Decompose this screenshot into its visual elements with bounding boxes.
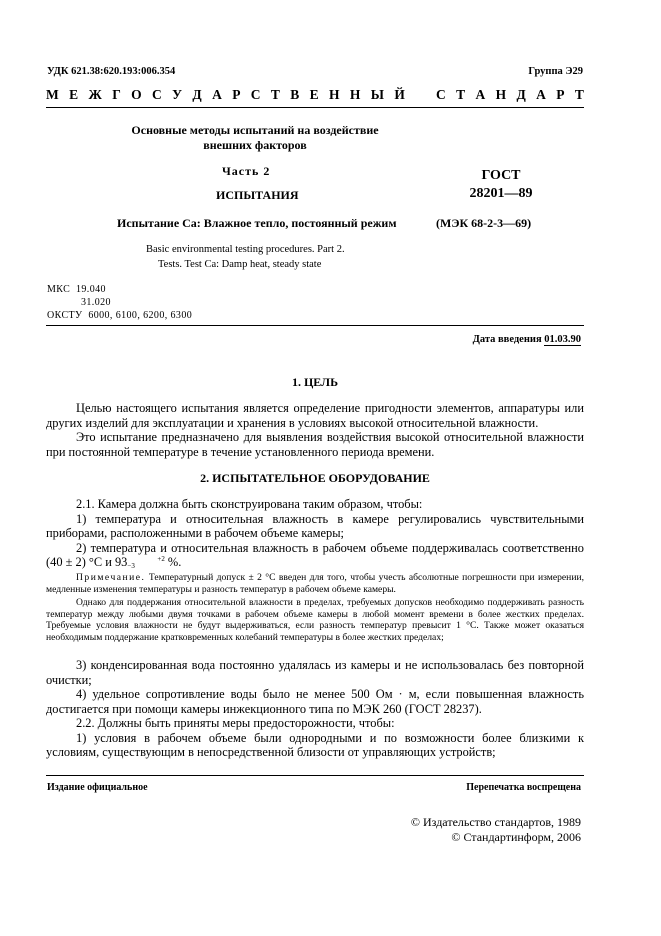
banner-letter: В <box>290 87 300 102</box>
official-edition: Издание официальное <box>47 782 148 793</box>
udk-code: УДК 621.38:620.193:006.354 <box>47 66 176 77</box>
tests-label: ИСПЫТАНИЯ <box>216 188 299 202</box>
banner-letter: Н <box>349 87 361 102</box>
introduction-date-label: Дата введения <box>472 334 542 345</box>
section-2-heading: 2. ИСПЫТАТЕЛЬНОЕ ОБОРУДОВАНИЕ <box>200 471 430 485</box>
note-block <box>46 572 584 644</box>
note-text-1: Температурный допуск ± 2 °С введен для того, чтобы учесть абсолютные погрешности при измерении, медленные изменения температуры и разность температур в рабочем объеме камеры. <box>46 572 584 595</box>
section-1-paragraph-1: Целью настоящего испытания является определение пригодности элементов, аппаратуры или других изделий для эксплуатации и хранения в условиях высокой относительной влажности. <box>46 401 584 430</box>
note-paragraph-2: Однако для поддержания относительной влажности в пределах, требуемых допусков необходимо поддерживать разность температур между любыми двумя точками в рабочем объеме камеры в любой момент времени в более жестких пределах. Требуемые условия влажности не будут выдерживаться, если разность температур превысит 1 °С. Также может оказаться необходимым поддержание кратковременных колебаний температуры в более жестких пределах; <box>46 597 584 643</box>
english-title-line-1: Basic environmental testing procedures. Part 2. <box>146 244 345 255</box>
banner-letter: Р <box>556 87 565 102</box>
mks-code-1: 19.040 <box>76 284 106 295</box>
banner-letter: А <box>212 87 222 102</box>
section-2-body-cont <box>46 658 584 760</box>
standard-banner <box>46 87 584 103</box>
iec-reference: (МЭК 68-2-3—69) <box>436 216 532 230</box>
gost-designation <box>468 167 534 203</box>
banner-letter: Т <box>574 87 584 102</box>
note-label: Примечание. <box>76 572 146 583</box>
section-1-body <box>46 401 584 459</box>
gost-label: ГОСТ <box>481 168 521 183</box>
banner-letter: О <box>131 87 142 102</box>
section-1-heading: 1. ЦЕЛЬ <box>291 375 339 389</box>
title-line-1: Основные методы испытаний на воздействие <box>131 123 379 137</box>
mks-label: МКС <box>47 284 71 295</box>
banner-letter: Д <box>192 87 202 102</box>
reprint-prohibited: Перепечатка воспрещена <box>466 782 581 793</box>
clause-2-1-item-3: 3) конденсированная вода постоянно удалялась из камеры и не использовалась без повторной очистки; <box>46 658 584 687</box>
clause-2-1-item-2 <box>46 541 584 571</box>
group-code: Группа Э29 <box>528 66 583 77</box>
banner-letter: Н <box>495 87 507 102</box>
middle-rule <box>46 325 584 326</box>
banner-letter: Р <box>232 87 241 102</box>
banner-letter: С <box>250 87 261 102</box>
tolerance-plus: +2 <box>157 555 165 564</box>
banner-letter: Й <box>394 87 405 102</box>
banner-letter: А <box>475 87 486 102</box>
banner-letter: М <box>46 87 59 102</box>
banner-letter: Е <box>309 87 319 102</box>
english-title-line-2: Tests. Test Ca: Damp heat, steady state <box>158 259 322 270</box>
humidity-tolerance <box>127 556 164 570</box>
banner-letter: С <box>436 87 446 102</box>
mks-code-2: 31.020 <box>81 297 111 308</box>
clause-2-1-item-1: 1) температура и относительная влажность в камере регулировались чувствительными приборами, расположенными в рабочем объеме камеры; <box>46 511 584 540</box>
part-label: Часть 2 <box>222 164 271 178</box>
gost-number: 28201—89 <box>469 186 533 201</box>
introduction-date <box>473 334 581 345</box>
clause-2-2-item-1: 1) условия в рабочем объеме были однородными и по возможности более близкими к условиям, существующим в непосредственной близости от управляющих устройств; <box>46 730 584 759</box>
banner-letter: Ж <box>88 87 102 102</box>
clause-2-1: 2.1. Камера должна быть сконструирована таким образом, чтобы: <box>76 497 423 511</box>
classification-codes <box>47 283 192 322</box>
banner-letter: Т <box>270 87 280 102</box>
introduction-date-value: 01.03.90 <box>544 334 581 345</box>
document-title <box>120 123 390 153</box>
note-paragraph-1 <box>46 572 584 595</box>
banner-letter: Е <box>69 87 79 102</box>
item-2-text: 2) температура и относительная влажность в рабочем объеме поддерживалась соответственно (40 ± 2) °С и 93 <box>46 540 584 569</box>
clause-2-2: 2.2. Должны быть приняты меры предосторожности, чтобы: <box>76 716 395 730</box>
copyright <box>411 815 581 845</box>
banner-letter: А <box>536 87 546 102</box>
english-title <box>146 242 345 272</box>
section-2-body <box>46 497 584 570</box>
section-1-paragraph-2: Это испытание предназначено для выявления воздействия высокой относительной влажности при постоянной температуре в течение установленного периода времени. <box>46 430 584 459</box>
banner-letter: С <box>152 87 162 102</box>
item-2-unit: %. <box>164 555 182 569</box>
test-name: Испытание Са: Влажное тепло, постоянный режим <box>117 216 397 230</box>
copyright-line-1: © Издательство стандартов, 1989 <box>410 815 581 829</box>
okstu-codes: 6000, 6100, 6200, 6300 <box>88 310 193 321</box>
okstu-label: ОКСТУ <box>47 310 83 321</box>
bottom-rule <box>46 775 584 776</box>
banner-letter: Н <box>329 87 340 102</box>
title-line-2: внешних факторов <box>203 138 307 152</box>
banner-letter: Д <box>516 87 526 102</box>
tolerance-minus: −3 <box>127 562 135 571</box>
banner-letter: Г <box>112 87 121 102</box>
copyright-line-2: © Стандартинформ, 2006 <box>451 830 581 844</box>
top-rule <box>46 107 584 108</box>
banner-letter: У <box>172 87 183 102</box>
banner-letter: Ы <box>370 87 385 102</box>
clause-2-1-item-4: 4) удельное сопротивление воды было не менее 500 Ом · м, если повышенная влажность достигается при помощи камеры инжекционного типа по МЭК 260 (ГОСТ 28237). <box>46 687 584 716</box>
banner-letter: Т <box>456 87 466 102</box>
